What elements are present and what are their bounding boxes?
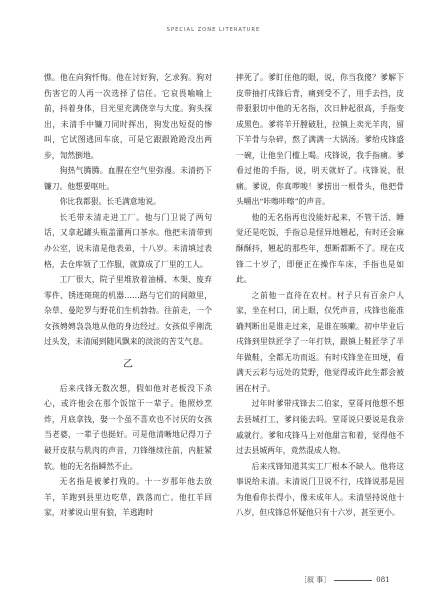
paragraph: 长毛带未清走进工厂。他与门卫说了两句话，又拿起罐头瓶盖灌两口茶水。他把未清带到办公室，说未清是他表弟，十八岁。未清填过表格，去仓库领了工作服，就算成了厂里的工人。 [44,212,212,269]
paragraph: 无名指是被爹打残的。十一岁那年他去放羊，羊跑到县里边吃草，跌落而亡。他扛羊回家，对爹说山里有狼，羊逃跑时 [44,477,212,518]
paragraph: 憔。他在向狗忏悔。他在讨好狗，乞求狗。狗对伤害它的人再一次选择了信任。它哀畏喻喻上前，抖着身体，目光里充满侥幸与大度。狗头探出，未清手中镰刀同时挥出，狗发出短促的惨叫，它试图逃回车底，可是它跟跟跄跄没出两步，訇然倒地。 [44,73,212,160]
paragraph: 工厂很大，院子里堆放着油桶、木架、废弃零件、锈迹斑斑的机器……路与它们的间隙里，杂草、曼陀罗与野花们生机勃勃。往前走，一个女孩娉娉袅袅地从他的身边经过。女孩似乎刚洗过头发，未清闻到随风飘来的淡淡的苦艾气息。 [44,275,212,347]
right-column [236,70,404,521]
paragraph: 过年时爹带戌锋去二伯家，堂哥问他想不想去县城打工，爹问能去吗。堂哥说只要说是我亲戚就行。爹和戌锋马上对他甜言和着，觉得他不过去县城两年，竟然混成人物。 [236,399,404,456]
running-header: SPECIAL ZONE LITERATURE [166,27,261,33]
paragraph: 你比我都狠。长毛满意地说。 [59,197,161,207]
paragraph: 狗热气腾腾。血腥在空气里弥漫。未清扔下镰刀。他想要呕吐。 [44,166,212,191]
paragraph: 之前他一直待在农村。村子只有百余户人家，坐在村口，闭上眼，仅凭声音，戌锋也能准确判断出是谁走过来，是谁在咳嗽。初中毕业后戌锋到里铁匠学了一年打铁，跟镇上鞋匠学了半年做鞋，全都无功而返。有时戌锋坐在田埂，看满天云彩与远处的荒野，他觉得或许此生都会被困在村子。 [236,290,404,393]
paragraph: 摔死了。爹盯住他的眼，说，你当我傻？爹解下皮带抽打戌锋后背，痛到受不了，用手去挡，皮带狠狠切中他的无名指，次日肿起很高，手指变成黑色。爹将羊开膛破肚，拉镇上卖光羊肉，留下羊骨与杂碎，熬了满满一大锅汤。爹给戌锋盛一碗，让他坐门槛上喝。戌锋说，我手指痛。爹看过他的手指，说，明天就好了。戌锋说，很痛。爹说，你真啰唆！爹捞出一根骨头，他把骨头嚼出“咔嚓咔嚓”的声音。 [236,73,404,207]
page-number: 081 [376,576,390,584]
footer-rule [334,580,372,581]
paragraph: 他的无名指再也没能好起来，不管干活、睡觉还是吃饭，手指总是怪异地翘起，有时还会麻酥酥抖，翘起的那些年，想断都断不了。现在戌锋二十岁了，即便正在操作车床，手指也是如此。 [236,212,404,285]
page-footer [300,575,390,585]
section-heading: 乙 [123,358,133,370]
paragraph: 后来戌锋无数次想，假如他对老板没下杀心，或许他会在那个饭馆干一辈子。他照炒烹炸，月底拿钱，娶一个虽不喜欢也不讨厌的女孩当老婆，一辈子也挺好。可是他清晰地记得刀子破开皮肤与肌肉的声音，刀锋继续往前，内脏紧软。他的无名指瞬然不止。 [44,383,212,471]
paragraph: 后来戌锋知道其实工厂根本不缺人。他将这事说给未清。未清说门卫说不行，戌锋说那是因为他看你长得小，像未成年人。未清坚持说他十八岁，但戌锋总怀疑他只有十六岁，甚至更小。 [236,461,404,518]
left-column [44,70,212,521]
section-label: ［叙 事］ [300,576,331,584]
